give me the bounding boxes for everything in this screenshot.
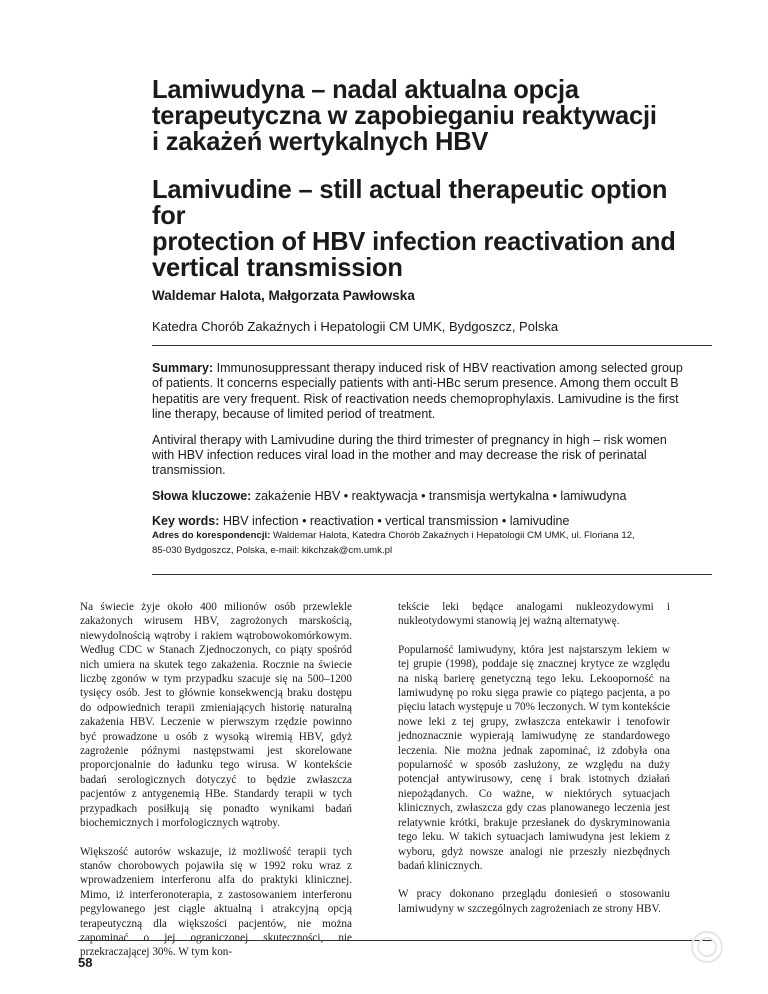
- summary-paragraph-2: Antiviral therapy with Lamivudine during the third trimester of pregnancy in high – risk women with HBV infection reduces viral load in the mother and may decrease the risk of perinatal transmission.: [152, 432, 667, 478]
- correspondence-text: Waldemar Halota, Katedra Chorób Zakaźnych i Hepatologii CM UMK, ul. Floriana 12,: [270, 530, 635, 541]
- summary-paragraph: [152, 361, 688, 423]
- top-divider: [152, 345, 712, 346]
- body-paragraph: tekście leki będące analogami nukleozydowymi i nukleotydowymi stanowią jej ważną alternatywę.: [398, 601, 670, 628]
- body-column-left: [80, 600, 352, 974]
- keywords-english-label: Key words:: [152, 514, 220, 529]
- summary-text: Immunosuppressant therapy induced risk of HBV reactivation among selected group of patients. It concerns especially patients with anti-HBc serum presence. Among them occult B hepatitis are very frequent. Risk of reactivation needs chemoprophylaxis. Lamivudine is the first line therapy, because of limited period of treatment.: [152, 361, 683, 422]
- publisher-watermark-icon: [690, 930, 724, 964]
- page-number: 58: [78, 955, 93, 970]
- keywords-polish: [152, 489, 688, 504]
- footer-divider: [78, 940, 714, 941]
- keywords-english-text: HBV infection • reactivation • vertical transmission • lamivudine: [219, 514, 570, 529]
- title-polish-line: Lamiwudyna – nadal aktualna opcja: [152, 74, 579, 104]
- correspondence-label: Adres do korespondencji:: [152, 530, 271, 541]
- keywords-polish-text: zakażenie HBV • reaktywacja • transmisja wertykalna • lamiwudyna: [251, 488, 627, 503]
- title-english-line: Lamivudine – still actual therapeutic option for: [152, 174, 668, 230]
- summary-label: Summary:: [152, 361, 214, 375]
- body-paragraph: Popularność lamiwudyny, która jest najstarszym lekiem w tej grupie (1998), poddaje się znacznej krytyce ze względu na niską barierę genetyczną tego leku. Lekooporność na lamiwudynę po roku sięga prawie co piątego pacjenta, a po pięciu latach występuje u 70% leczonych. W tym kontekście nowe leki z tej grupy, zwłaszcza entekawir i tenofowir jednoznacznie wypierają lamiwudynę ze standardowego leczenia. Nie można jednak zapominać, iż zdobyła ona popularność w sposób zasłużony, ze względu na duży potencjał antywirusowy, cenę i brak istotnych działań niepożądanych. Co ważne, w niektórych sytuacjach klinicznych, zwłaszcza gdy czas planowanego leczenia jest relatywnie krótki, brakuje przesłanek do dyskryminowania tego leku. W takich sytuacjach lamiwudyna jest lekiem z wyboru, gdyż nowsze analogi nie przeszły niezbędnych badań klinicznych.: [398, 643, 670, 872]
- title-english-line: vertical transmission: [152, 252, 403, 282]
- abstract-bottom-divider: [152, 574, 712, 575]
- title-english: [152, 176, 701, 280]
- title-polish-line: terapeutyczna w zapobieganiu reaktywacji: [152, 100, 657, 130]
- keywords-polish-label: Słowa kluczowe:: [152, 488, 252, 503]
- authors: Waldemar Halota, Małgorzata Pawłowska: [152, 288, 415, 303]
- abstract-block: [152, 361, 688, 540]
- title-polish: [152, 76, 701, 154]
- correspondence-text-2: 85-030 Bydgoszcz, Polska, e-mail: kikchzak@cm.umk.pl: [152, 545, 393, 556]
- body-column-right: [398, 600, 670, 930]
- body-paragraph: W pracy dokonano przeglądu doniesień o stosowaniu lamiwudyny w szczególnych zagrożeniach ze strony HBV.: [398, 888, 670, 915]
- title-polish-line: i zakażeń wertykalnych HBV: [152, 126, 489, 156]
- body-paragraph: Na świecie żyje około 400 milionów osób przewlekle zakażonych wirusem HBV, zagrożonych marskością, niewydolnością wątroby i rakiem wątrobowokomórkowym. Według CDC w Stanach Zjednoczonych, co piąty spośród nich umiera na skutek tego zakażenia. Rocznie na świecie liczbę zgonów w tym przypadku szacuje się na 500–1200 tysięcy osób. Jest to głównie konsekwencją braku dostępu do odpowiednich terapii zmieniających historię naturalną zakażenia HBV. Leczenie w pierwszym rzędzie powinno być prowadzone u osób z wysoką wiremią HBV, gdyż zagrożenie późnymi następstwami jest skorelowane proporcjonalnie do ładunku tego wirusa. W kontekście badań serologicznych dotyczyć to będzie zwłaszcza pacjentów z antygenemią HBe. Standardy terapii w tych przypadkach posiłkują się ponadto wynikami badań biochemicznych i morfologicznych wątroby.: [80, 601, 352, 830]
- correspondence: [152, 528, 712, 558]
- title-english-line: protection of HBV infection reactivation and: [152, 226, 676, 256]
- body-paragraph: Większość autorów wskazuje, iż możliwość terapii tych stanów chorobowych pojawiła się w 1992 roku wraz z wprowadzeniem interferonu alfa do praktyki klinicznej. Mimo, iż interferonoterapia, z zastosowaniem interferonu pegylowanego jest ciągle aktualną i atrakcyjną opcją terapeutyczną dla większości pacjentów, nie można zapominać o jej ograniczonej skuteczności, nie przekraczającej 30%. W tym kon-: [80, 845, 352, 959]
- affiliation: Katedra Chorób Zakaźnych i Hepatologii CM UMK, Bydgoszcz, Polska: [152, 319, 559, 334]
